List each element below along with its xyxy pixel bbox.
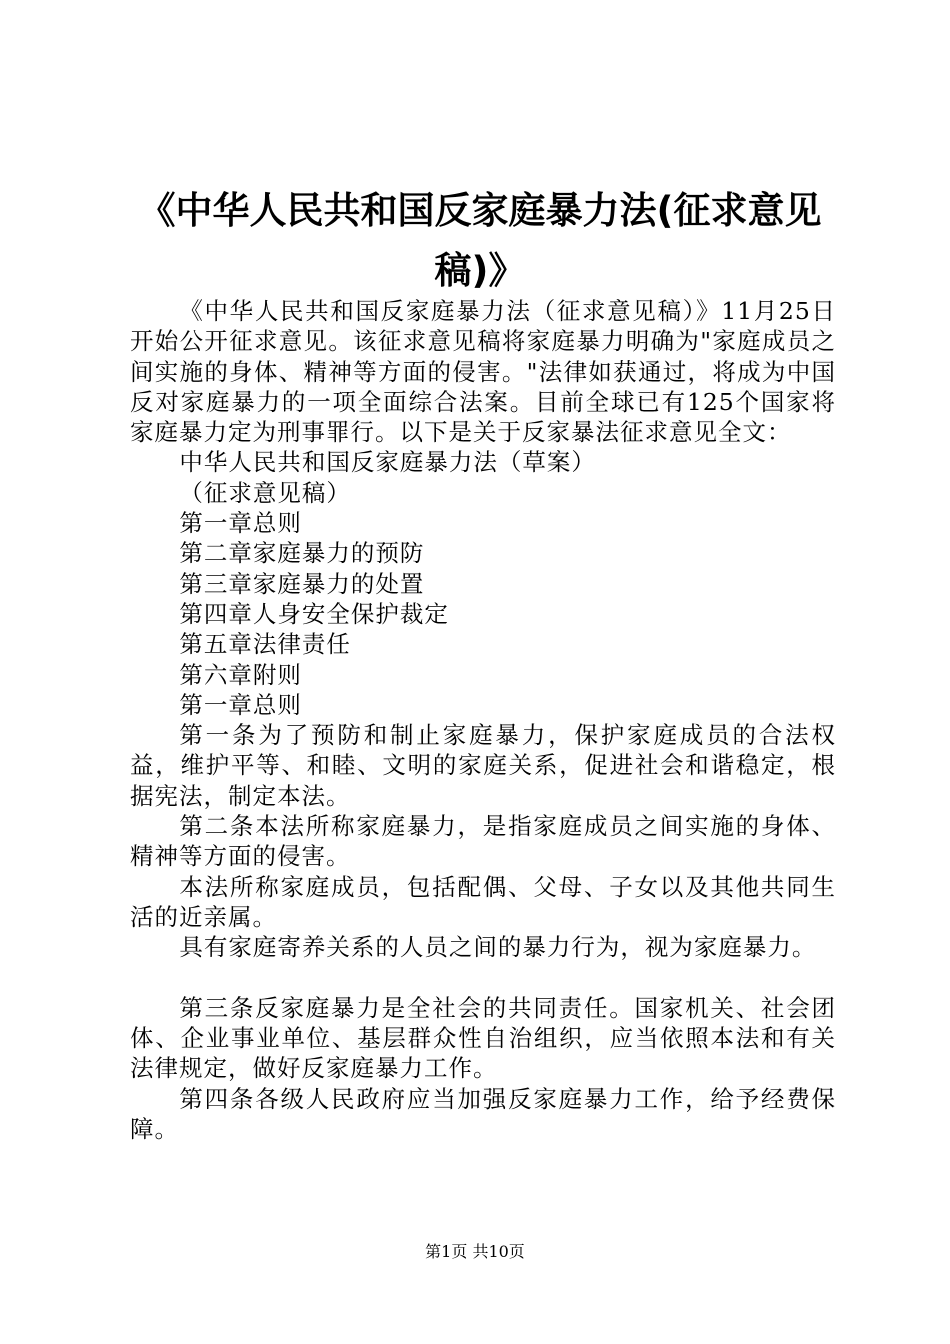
toc-chapter-5: 第五章法律责任: [179, 630, 351, 659]
intro-paragraph: 《中华人民共和国反家庭暴力法（征求意见稿）》11月25日开始公开征求意见。该征求意见稿将家庭暴力明确为"家庭成员之间实施的身体、精神等方面的侵害。"法律如获通过，将成为中国反对家庭暴力的一项全面综合法案。目前全球已有125个国家将家庭暴力定为刑事罪行。以下是关于反家暴法征求意见全文：: [130, 297, 836, 447]
page-number-footer: 第1页 共10页: [425, 1242, 525, 1261]
document-title-line-2: 稿)》: [434, 249, 526, 292]
article-3: 第三条反家庭暴力是全社会的共同责任。国家机关、社会团体、企业事业单位、基层群众性自治组织，应当依照本法和有关法律规定，做好反家庭暴力工作。: [130, 993, 836, 1083]
article-2-foster-relations: 具有家庭寄养关系的人员之间的暴力行为，视为家庭暴力。: [179, 933, 817, 962]
draft-subheading: （征求意见稿）: [179, 478, 351, 507]
article-4: 第四条各级人民政府应当加强反家庭暴力工作，给予经费保障。: [130, 1084, 836, 1144]
toc-chapter-6: 第六章附则: [179, 660, 302, 689]
blank-line: [130, 963, 836, 993]
article-2: 第二条本法所称家庭暴力，是指家庭成员之间实施的身体、精神等方面的侵害。: [130, 812, 836, 871]
toc-chapter-3: 第三章家庭暴力的处置: [179, 569, 425, 598]
toc-chapter-1: 第一章总则: [179, 509, 302, 538]
document-title-line-1: 《中华人民共和国反家庭暴力法(征求意见: [138, 189, 822, 232]
document-body: [130, 296, 836, 1144]
chapter-1-heading: 第一章总则: [179, 690, 302, 719]
toc-chapter-4: 第四章人身安全保护裁定: [179, 599, 449, 628]
draft-heading: 中华人民共和国反家庭暴力法（草案）: [179, 448, 596, 477]
article-2-family-members: 本法所称家庭成员，包括配偶、父母、子女以及其他共同生活的近亲属。: [130, 872, 836, 931]
article-1: 第一条为了预防和制止家庭暴力，保护家庭成员的合法权益，维护平等、和睦、文明的家庭关系，促进社会和谐稳定，根据宪法，制定本法。: [130, 721, 836, 810]
toc-chapter-2: 第二章家庭暴力的预防: [179, 539, 425, 568]
